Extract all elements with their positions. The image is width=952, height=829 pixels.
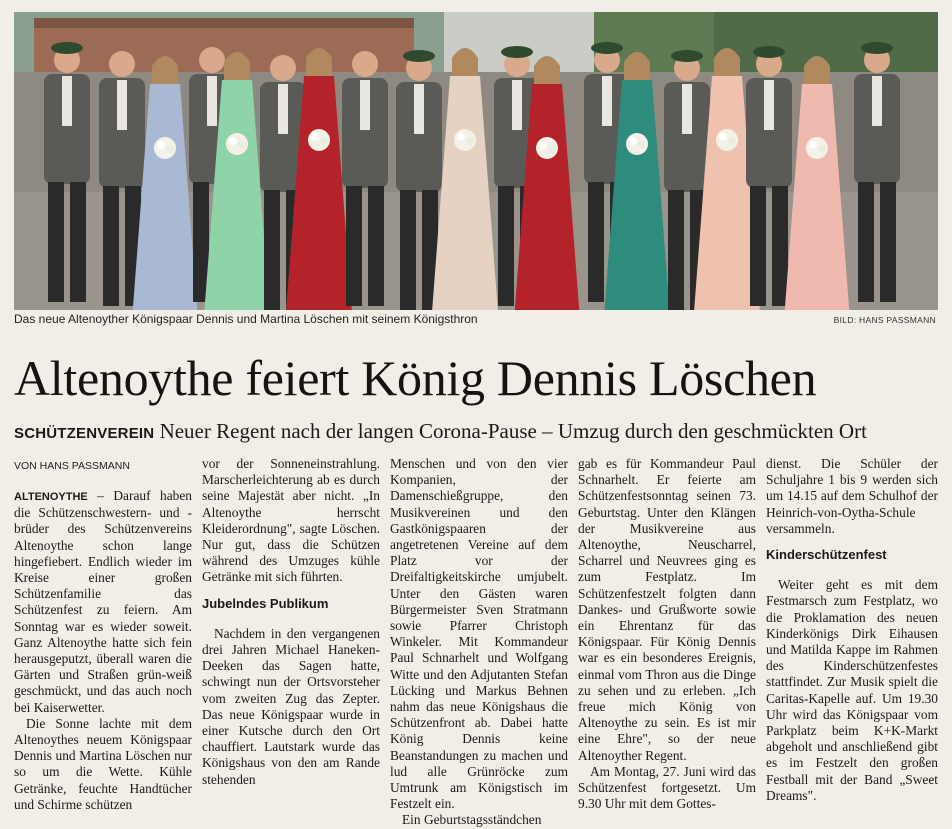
- paragraph: vor der Sonneneinstrahlung. Marscherleichterung ab es durch seine Majestät aber nicht. „In Altenoythe herrscht Kleiderordnung", sagte Löschen. Nur gut, dass die Schützen während des Umzuges kühle Getränke mit sich führten.: [202, 456, 380, 585]
- lead-paragraph: [14, 488, 192, 716]
- article-column-5: [766, 456, 938, 804]
- article-byline: VON HANS PASSMANN: [14, 460, 130, 472]
- article-column-2: [202, 456, 380, 788]
- dateline: ALTENOYTHE: [14, 491, 88, 503]
- group-photo: [14, 12, 938, 310]
- paragraph: – Darauf haben die Schützenschwestern- und -brüder des Schützenvereins Altenoythe schon lange hingefiebert. Endlich wieder im Kreise einer großen Schützenfamilie das Schützenfest zu feiern. Am Sonntag war es wieder soweit. Ganz Altenoythe hatte sich fein herausgeputzt, überall waren die Gärten und Straßen grün-weiß geschmückt, und das auch noch bei Kaiserwetter.: [14, 488, 192, 715]
- paragraph: Nachdem in den vergangenen drei Jahren Michael Haneken-Deeken das Sagen hatte, schwingt nun der Ortsvorsteher vom zweiten Zug das Zepter. Das neue Königspaar wurde in einer Kutsche durch den Ort chauffiert. Lautstark wurde das Königshaus von den am Rande stehenden: [202, 625, 380, 787]
- paragraph: Ein Geburtstagsständchen: [402, 812, 542, 828]
- article-column-1: [14, 488, 192, 813]
- paragraph: Weiter geht es mit dem Festmarsch zum Festplatz, wo die Proklamation des neuen Kinderkönigs Dirk Eihausen und Matilda Kappe im Rahmen des Kinderschützenfestes stattfindet. Zur Musik spielt die Caritas-Kapelle auf. Um 19.30 Uhr wird das Königspaar vom Parkplatz beim K+K-Markt abgeholt und anschließend gibt es im Festzelt den großen Festball mit der Band „Sweet Dreams".: [766, 577, 938, 803]
- article-column-3: [390, 456, 568, 829]
- section-heading: Jubelndes Publikum: [202, 595, 329, 611]
- section-heading: Kinderschützenfest: [766, 547, 887, 563]
- paragraph: dienst. Die Schüler der Schuljahre 1 bis 9 werden sich um 14.15 auf dem Schulhof der Heinrich-von-Oytha-Schule versammeln.: [766, 456, 938, 536]
- article-headline: Altenoythe feiert König Dennis Löschen: [14, 350, 817, 406]
- paragraph: Am Montag, 27. Juni wird das Schützenfest fortgesetzt. Um 9.30 Uhr mit dem Gottes-: [578, 763, 756, 812]
- photo-credit: BILD: HANS PASSMANN: [833, 315, 936, 325]
- article-kicker: SCHÜTZENVEREIN: [14, 425, 155, 442]
- paragraph: Die Sonne lachte mit dem Altenoythes neuem Königspaar Dennis und Martina Löschen nur so um die Wette. Kühle Getränke, feuchte Handtücher und Schirme schützen: [14, 715, 192, 812]
- article-subheadline-row: [14, 418, 938, 447]
- photo-caption: Das neue Altenoyther Königspaar Dennis und Martina Löschen mit seinem Königsthron: [14, 312, 478, 326]
- paragraph: Menschen und von den vier Kompanien, der Damenschießgruppe, den Musikvereinen und den Gastkönigspaaren der angetretenen Vereine auf dem Platz vor der Dreifaltigkeitskirche umjubelt. Unter den Gästen waren Bürgermeister Sven Stratmann sowie Pfarrer Christoph Winkeler. Mit Kommandeur Paul Schnarhelt und Wolfgang Witte und den Adjutanten Stefan Lücking und Markus Behnen nahm das neue Königshaus die Schützenfront ab. Dabei hatte König Dennis keine Beanstandungen zu machen und lud alle Grünröcke zum Umtrunk am Königstisch im Festzelt ein.: [390, 456, 568, 812]
- paragraph: gab es für Kommandeur Paul Schnarhelt. Er feierte am Schützenfestsonntag seinen 73. Geburtstag. Unter den Klängen der Musikvereine aus Altenoythe, Neuscharrel, Scharrel und Neuvrees ging es zum Festplatz. Im Schützenfestzelt folgten dann Dankes- und Grußworte sowie ein Ehrentanz für das Königspaar. Für König Dennis war es ein besonderes Ereignis, einmal vom Thron aus die Dinge zu sehen und zu erleben. „Ich freue mich König von Altenoythe zu sein. Es ist mir eine Ehre", so der neue Altenoyther Regent.: [578, 456, 756, 763]
- article-column-4: [578, 456, 756, 812]
- photo-illustration: [14, 12, 938, 310]
- article-subheadline: Neuer Regent nach der langen Corona-Pause – Umzug durch den geschmückten Ort: [159, 419, 867, 443]
